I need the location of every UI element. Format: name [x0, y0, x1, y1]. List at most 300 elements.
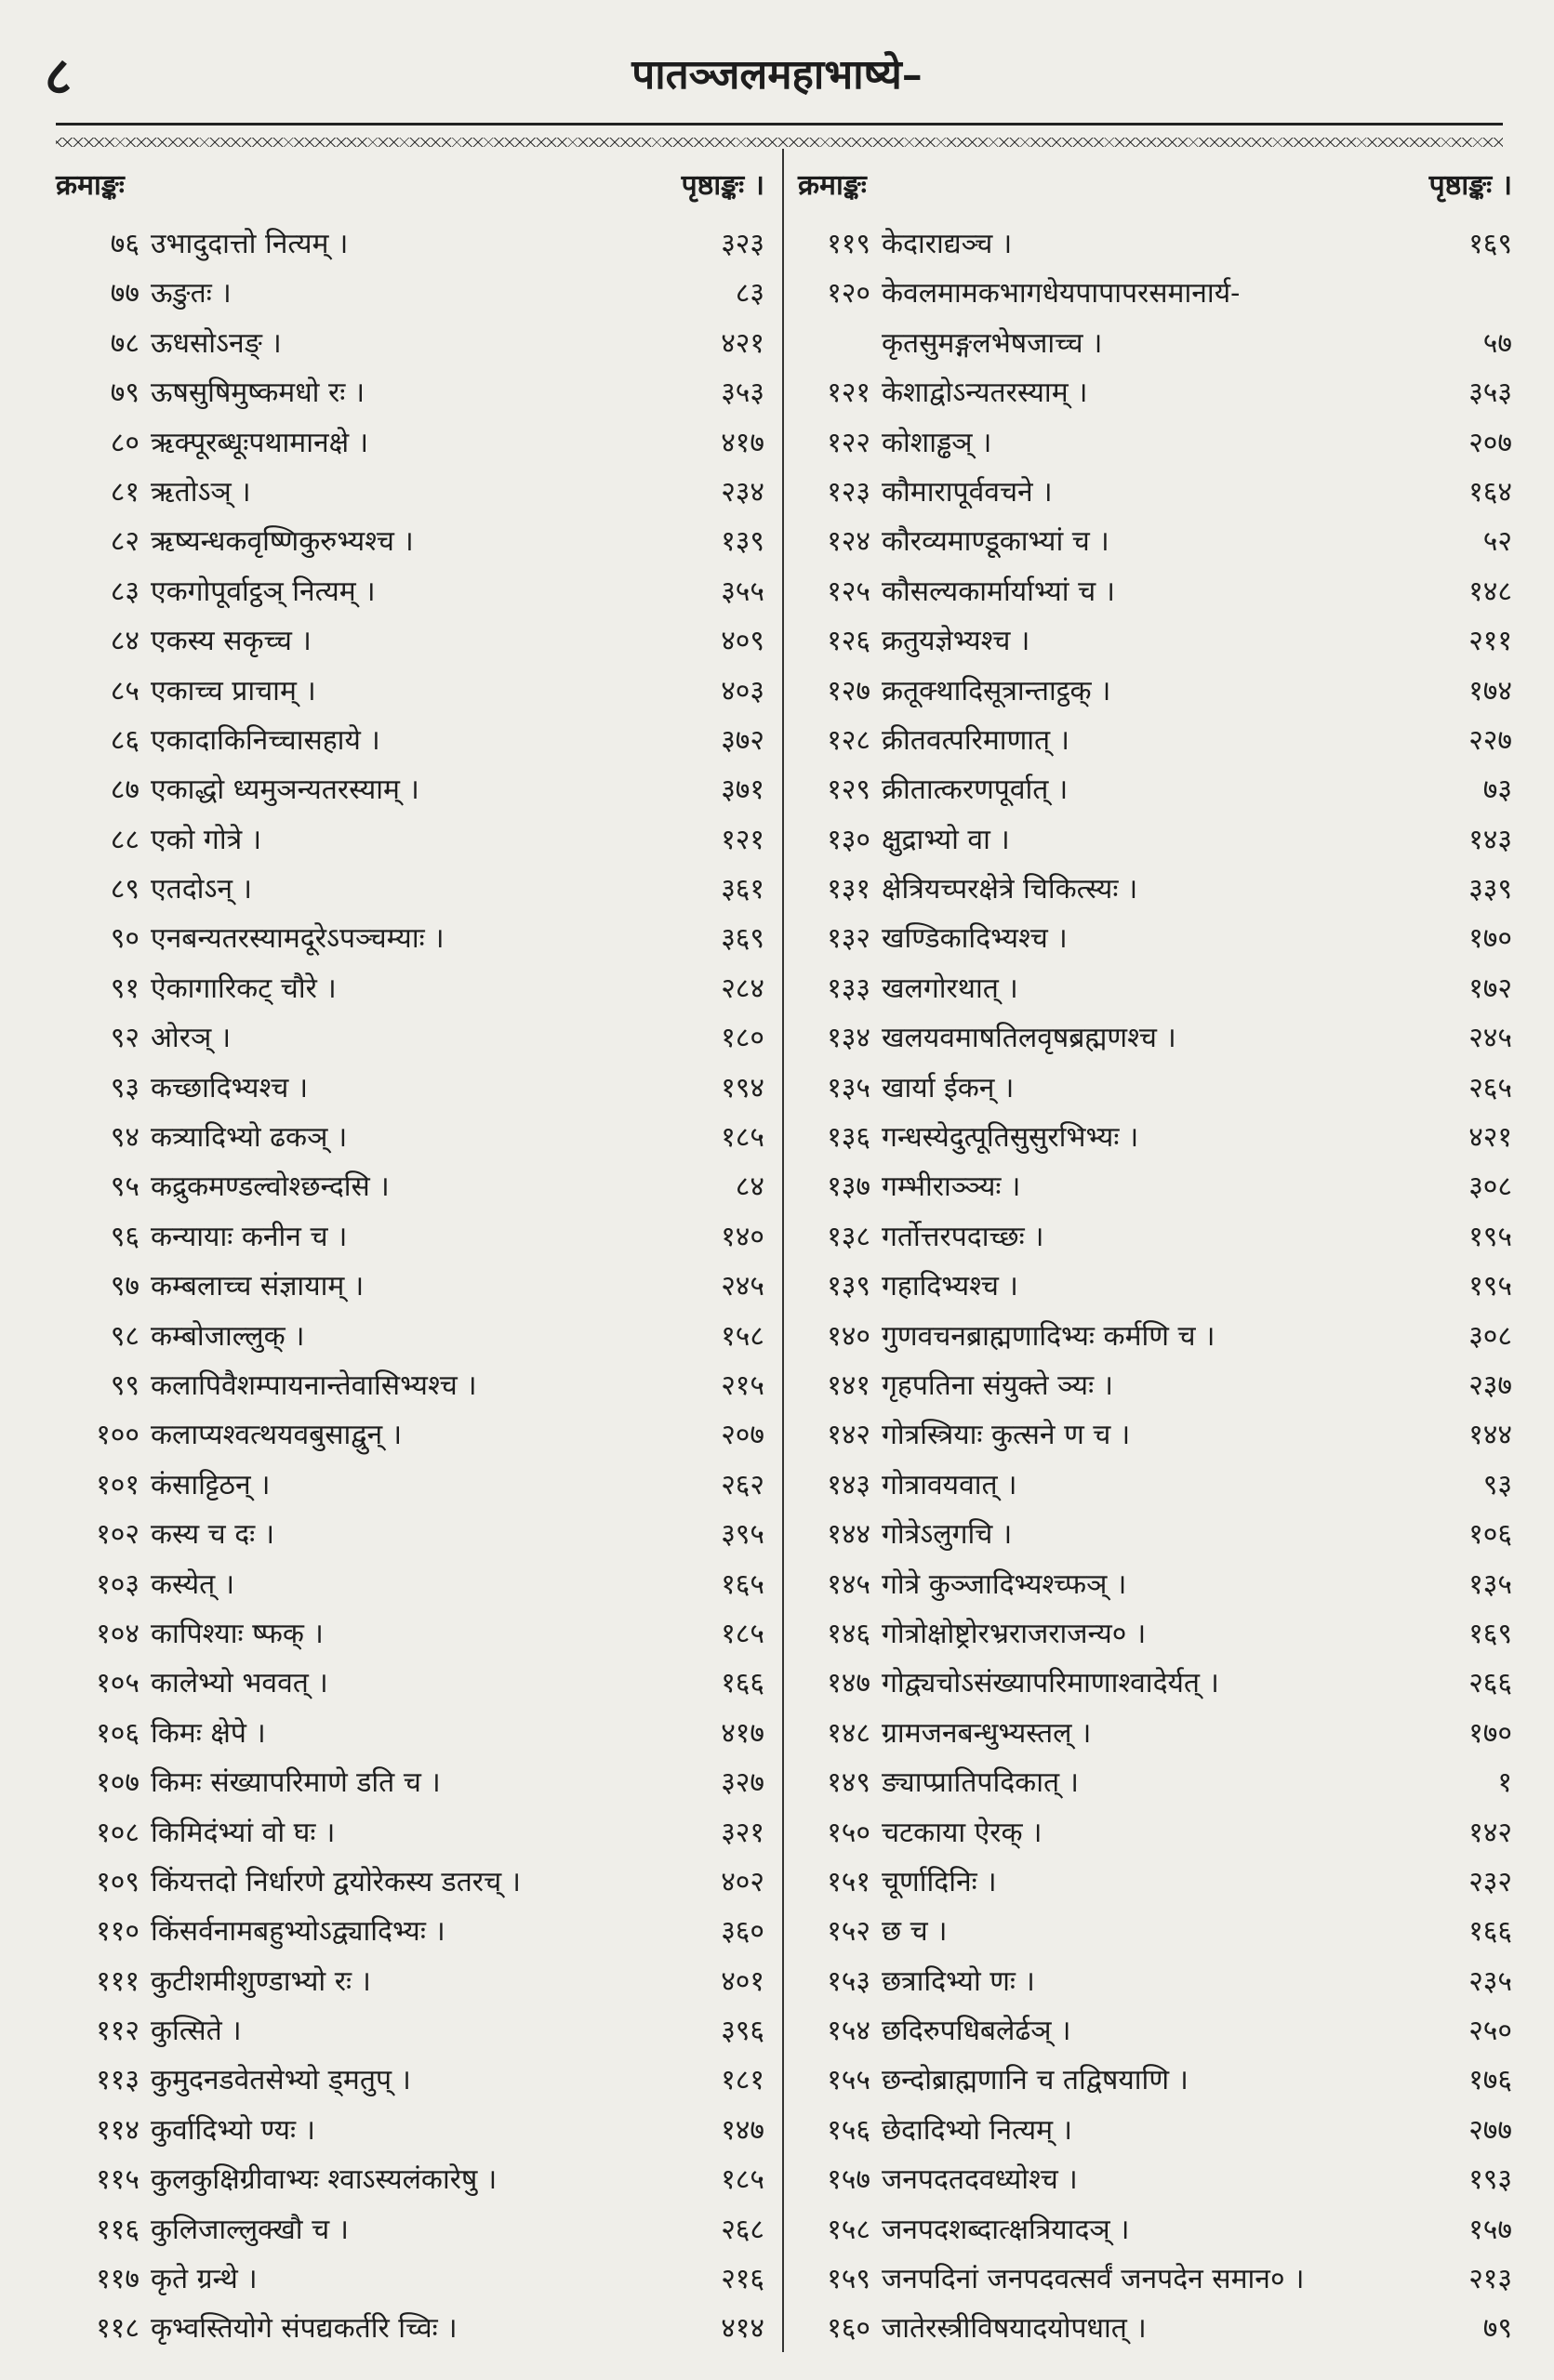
page-reference: २१६ [721, 2263, 764, 2296]
index-entry [56, 815, 764, 865]
page-reference: ३७२ [721, 723, 764, 757]
sutra-text: एकाच्च प्राचाम् । [151, 674, 316, 707]
index-entry [56, 567, 764, 616]
index-entry [798, 1808, 1512, 1858]
index-entry [56, 2155, 764, 2204]
index-entry [56, 616, 764, 666]
entry-number: ११० [96, 1915, 139, 1949]
page-reference: २११ [1468, 625, 1512, 658]
page-reference: १६६ [721, 1667, 764, 1700]
page-reference: १६६ [1468, 1915, 1512, 1949]
index-entry [798, 2254, 1512, 2304]
entry-number: १३४ [827, 1022, 870, 1055]
sutra-text: छेदादिभ्यो नित्यम् । [882, 2113, 1072, 2147]
entry-number: १५७ [827, 2163, 870, 2197]
sutra-text: गोद्व्यचोऽसंख्यापरिमाणाश्वादेर्यत् । [882, 1667, 1219, 1700]
sutra-text: क्रीतवत्परिमाणात् । [882, 723, 1070, 757]
sutra-text: चूर्णादिनिः । [882, 1865, 997, 1898]
index-entry [798, 1312, 1512, 1361]
page-reference: १९३ [1468, 2163, 1512, 2197]
entry-number: ८३ [110, 575, 139, 608]
entry-number: ९१ [110, 972, 139, 1005]
sutra-text: एतदोऽन् । [151, 873, 252, 906]
entry-number: ११२ [96, 2015, 139, 2048]
entry-number: ९७ [110, 1270, 139, 1303]
sutra-text: कलापिवैशम्पायनान्तेवासिभ्यश्च । [151, 1368, 477, 1402]
sutra-text: खलगोरथात् । [882, 972, 1018, 1005]
entry-number: ८२ [110, 525, 139, 559]
entry-number: ९४ [110, 1121, 139, 1155]
sutra-text: छत्रादिभ्यो णः । [882, 1964, 1035, 1998]
page-reference: २२७ [1468, 723, 1512, 757]
sutra-text: ऋक्पूरब्धूःपथामानक्षे । [151, 426, 369, 459]
sutra-text: किमिदंभ्यां वो घः । [151, 1816, 336, 1849]
index-entry [798, 1212, 1512, 1262]
entry-number: १५३ [827, 1964, 870, 1998]
sutra-text: गन्धस्येदुत्पूतिसुसुरभिभ्यः । [882, 1121, 1139, 1155]
index-entry [56, 368, 764, 417]
entry-number: १०३ [96, 1567, 139, 1601]
page-reference: ३६९ [721, 922, 764, 956]
entry-number: १४८ [827, 1716, 870, 1750]
page-reference: १६९ [1468, 228, 1512, 260]
index-entry [798, 1162, 1512, 1211]
entry-number: १४० [827, 1319, 870, 1353]
entry-number: १४१ [827, 1368, 870, 1402]
sutra-text: चटकाया ऐरक् । [882, 1816, 1043, 1849]
index-entry [56, 219, 764, 269]
sutra-text: कौरव्यमाण्डूकाभ्यां च । [882, 525, 1109, 559]
entry-number: १०४ [96, 1617, 139, 1650]
sutra-text: जातेरस्त्रीविषयादयोपधात् । [882, 2312, 1147, 2346]
page-reference: १२१ [721, 823, 764, 856]
page-reference: ३५३ [1468, 377, 1512, 410]
entry-number: १०२ [96, 1518, 139, 1552]
index-entry [798, 2006, 1512, 2056]
page-reference: ३७१ [721, 774, 764, 807]
sutra-text: क्षेत्रियच्परक्षेत्रे चिकित्स्यः । [882, 873, 1138, 906]
page-reference: १८५ [721, 1121, 764, 1155]
sutra-text: कुर्वादिभ्यो ण्यः । [151, 2113, 315, 2147]
sutra-text: एको गोत्रे । [151, 823, 262, 856]
sutra-text: कम्बोजाल्लुक् । [151, 1319, 305, 1353]
column-header [56, 164, 764, 219]
entry-number: १४३ [827, 1468, 870, 1501]
index-entry [798, 1560, 1512, 1609]
entry-number: ९६ [110, 1220, 139, 1253]
running-title: पातञ्जलमहाभाष्ये– [631, 51, 923, 99]
index-entry [798, 2304, 1512, 2353]
index-entry [56, 1758, 764, 1807]
serial-number-heading: क्रमाङ्कः [56, 169, 125, 202]
sutra-text: ग्रामजनबन्धुभ्यस्तल् । [882, 1716, 1092, 1750]
index-entry [56, 865, 764, 914]
index-entry [56, 1212, 764, 1262]
entry-number: ९९ [110, 1368, 139, 1402]
entry-number: १५९ [827, 2263, 870, 2296]
page-reference: ४२१ [1468, 1121, 1512, 1155]
entry-number: ९५ [110, 1170, 139, 1204]
page-reference: १७४ [1468, 674, 1512, 707]
sutra-text: कुमुदनडवेतसेभ्यो ड्मतुप् । [151, 2064, 411, 2097]
entry-number: १४४ [827, 1518, 870, 1552]
index-entry [56, 2056, 764, 2105]
entry-number: १५५ [827, 2064, 870, 2097]
page-reference: १६९ [1468, 1617, 1512, 1650]
sutra-text: कन्यायाः कनीन च । [151, 1220, 348, 1253]
entry-number: १२१ [827, 377, 870, 410]
sutra-text: किमः संख्यापरिमाणे डति च । [151, 1766, 441, 1800]
index-entry [56, 1064, 764, 1113]
entry-number: ८६ [110, 723, 139, 757]
sutra-text: गुणवचनब्राह्मणादिभ्यः कर्मणि च । [882, 1319, 1215, 1353]
page-number: ८ [45, 46, 73, 107]
entry-number: १२३ [827, 475, 870, 509]
entry-number: १२६ [827, 625, 870, 658]
entry-number: १२२ [827, 426, 870, 459]
page-reference: ३२७ [721, 1766, 764, 1800]
page-reference: २३७ [1468, 1368, 1512, 1402]
entry-number: ७८ [110, 326, 139, 360]
index-entry [798, 1709, 1512, 1758]
sutra-text: क्रतुयज्ञेभ्यश्च । [882, 625, 1030, 658]
entry-number: ११८ [96, 2312, 139, 2346]
page-reference: ३०८ [1468, 1170, 1512, 1204]
entry-number: १५६ [827, 2113, 870, 2147]
entry-number: ११९ [827, 228, 870, 260]
index-entry [798, 219, 1512, 269]
sutra-text: ङ्याप्प्रातिपदिकात् । [882, 1766, 1079, 1800]
sutra-text: किमः क्षेपे । [151, 1716, 266, 1750]
index-entry [56, 716, 764, 765]
entry-number: १३० [827, 823, 870, 856]
entry-number: १३५ [827, 1071, 870, 1104]
sutra-text: जनपदशब्दात्क्षत्रियादञ् । [882, 2213, 1130, 2246]
entry-number: ११७ [96, 2263, 139, 2296]
page-reference: ३२३ [721, 228, 764, 260]
entry-number: १२७ [827, 674, 870, 707]
index-entry [56, 319, 764, 368]
entry-number: ७६ [110, 228, 139, 260]
entry-number: १०६ [96, 1716, 139, 1750]
sutra-text: एकादाकिनिच्चासहाये । [151, 723, 380, 757]
sutra-text: गम्भीराञ्ञ्यः । [882, 1170, 1021, 1204]
page-reference: २६८ [721, 2213, 764, 2246]
entry-number: १०८ [96, 1816, 139, 1849]
index-entry [56, 269, 764, 318]
entry-number: १०९ [96, 1865, 139, 1898]
page-reference: २४५ [721, 1270, 764, 1303]
index-entry [56, 2254, 764, 2304]
index-rows-left [56, 219, 764, 2354]
index-entry [798, 964, 1512, 1013]
sutra-text: कलाप्यश्वत्थयवबुसाद्वुन् । [151, 1419, 403, 1452]
index-entry [56, 517, 764, 566]
page-reference: २६५ [1468, 1071, 1512, 1104]
page-reference: ३६१ [721, 873, 764, 906]
sutra-text: जनपदिनां जनपदवत्सर्वं जनपदेन समान० । [882, 2263, 1305, 2296]
entry-number: १३१ [827, 873, 870, 906]
index-entry [798, 269, 1512, 318]
index-entry [56, 2106, 764, 2155]
entry-number: ११३ [96, 2064, 139, 2097]
page-reference: १६४ [1468, 475, 1512, 509]
index-entry [798, 567, 1512, 616]
page-reference: ८४ [735, 1170, 764, 1204]
page-reference: ४१४ [721, 2312, 764, 2346]
sutra-text: ऐकागारिकट् चौरे । [151, 972, 337, 1005]
sutra-text: गोत्रावयवात् । [882, 1468, 1017, 1501]
index-entry [56, 1013, 764, 1063]
sutra-text: एनबन्यतरस्यामदूरेऽपञ्चम्याः । [151, 922, 445, 956]
page-reference: ४०३ [721, 674, 764, 707]
index-entry [56, 2304, 764, 2353]
index-entry [56, 964, 764, 1013]
sutra-text: ऊधसोऽनङ् । [151, 326, 282, 360]
sutra-text: कस्येत् । [151, 1567, 235, 1601]
sutra-text: छदिरुपधिबलेर्ढञ् । [882, 2015, 1071, 2048]
index-entry [56, 1609, 764, 1659]
sutra-text: एकस्य सकृच्च । [151, 625, 312, 658]
sutra-text: कम्बलाच्च संज्ञायाम् । [151, 1270, 365, 1303]
index-entry [798, 1361, 1512, 1410]
index-entry [798, 765, 1512, 814]
page-reference: ४२१ [721, 326, 764, 360]
index-entry [798, 1113, 1512, 1162]
page-reference: ३०८ [1468, 1319, 1512, 1353]
page-reference: १८५ [721, 2163, 764, 2197]
index-entry [798, 319, 1512, 368]
column-divider [782, 149, 784, 2352]
index-entry [798, 914, 1512, 963]
sutra-text: छन्दोब्राह्मणानि च तद्विषयाणि । [882, 2064, 1189, 2097]
sutra-text: ऋष्यन्धकवृष्णिकुरुभ्यश्च । [151, 525, 414, 559]
index-entry [798, 2106, 1512, 2155]
sutra-text: कस्य च दः । [151, 1518, 275, 1552]
entry-number: ७९ [110, 377, 139, 410]
index-entry [798, 1907, 1512, 1956]
index-entry [798, 1510, 1512, 1559]
page-reference: १८० [721, 1022, 764, 1055]
entry-number: १०१ [96, 1468, 139, 1501]
index-entry [798, 468, 1512, 517]
header-rule [56, 123, 1503, 126]
page-reference: ४०९ [721, 625, 764, 658]
entry-number: १५२ [827, 1915, 870, 1949]
index-entry [56, 1560, 764, 1609]
index-entry [798, 1013, 1512, 1063]
index-entry [56, 1162, 764, 1211]
page-reference: १७० [1468, 1716, 1512, 1750]
sutra-text: एकाद्धो ध्यमुञन्यतरस्याम् । [151, 774, 419, 807]
page-reference: ४१७ [721, 1716, 764, 1750]
entry-number: १३३ [827, 972, 870, 1005]
page-reference: १९४ [721, 1071, 764, 1104]
index-entry [56, 1361, 764, 1410]
sutra-text: ऊङुतः । [151, 277, 232, 311]
entry-number: ९२ [110, 1022, 139, 1055]
index-entry [56, 1262, 764, 1311]
page-reference: १८५ [721, 1617, 764, 1650]
sutra-text: ओरञ् । [151, 1022, 232, 1055]
entry-number: ८५ [110, 674, 139, 707]
index-entry [56, 1907, 764, 1956]
entry-number: ७७ [110, 277, 139, 311]
entry-number: ९० [110, 922, 139, 956]
sutra-text: खण्डिकादिभ्यश्च । [882, 922, 1068, 956]
page-reference: २४५ [1468, 1022, 1512, 1055]
sutra-text: क्षुद्राभ्यो वा । [882, 823, 1010, 856]
page-reference: ५७ [1482, 326, 1512, 360]
entry-number: १२० [827, 277, 870, 311]
entry-number: १३७ [827, 1170, 870, 1204]
index-entry [798, 368, 1512, 417]
entry-number: १५४ [827, 2015, 870, 2048]
entry-number: १११ [96, 1964, 139, 1998]
entry-number: १४९ [827, 1766, 870, 1800]
index-column-left [56, 164, 764, 2354]
sutra-text: किंयत्तदो निर्धारणे द्वयोरेकस्य डतरच् । [151, 1865, 522, 1898]
sutra-text: गोत्रोक्षोष्ट्रोरभ्रराजराजन्य० । [882, 1617, 1147, 1650]
entry-number: ८७ [110, 774, 139, 807]
sutra-text: कुटीशमीशुण्डाभ्यो रः । [151, 1964, 371, 1998]
sutra-text: केवलमामकभागधेयपापापरसमानार्य- [882, 277, 1241, 311]
page-reference: ७९ [1482, 2312, 1512, 2346]
index-column-right [798, 164, 1512, 2354]
page-reference: १४२ [1468, 1816, 1512, 1849]
entry-number: १०७ [96, 1766, 139, 1800]
index-entry [798, 815, 1512, 865]
index-entry [798, 517, 1512, 566]
entry-number: १३८ [827, 1220, 870, 1253]
index-entry [798, 1410, 1512, 1460]
page-reference: ३३९ [1468, 873, 1512, 906]
page-reference: १ [1497, 1766, 1512, 1800]
entry-number: ८८ [110, 823, 139, 856]
page-reference: २८४ [721, 972, 764, 1005]
entry-number: १६० [827, 2312, 870, 2346]
sutra-text: कालेभ्यो भववत् । [151, 1667, 328, 1700]
page-reference: २०७ [1468, 426, 1512, 459]
sutra-text: गोत्रेऽलुगचि । [882, 1518, 1013, 1552]
entry-number: १४६ [827, 1617, 870, 1650]
entry-number: ८४ [110, 625, 139, 658]
page-number-heading: पृष्ठाङ्कः । [681, 169, 764, 202]
index-rows-right [798, 219, 1512, 2354]
page-reference: १४७ [721, 2113, 764, 2147]
sutra-text: कुलिजाल्लुक्खौ च । [151, 2213, 350, 2246]
index-entry [798, 1659, 1512, 1708]
page-reference: १६५ [721, 1567, 764, 1601]
page-reference: ४०१ [721, 1964, 764, 1998]
page-reference: १८१ [721, 2064, 764, 2097]
page-reference: १७६ [1468, 2064, 1512, 2097]
entry-number: १४२ [827, 1419, 870, 1452]
index-entry [798, 418, 1512, 468]
page-reference: १७० [1468, 922, 1512, 956]
entry-number: १४७ [827, 1667, 870, 1700]
sutra-text: गोत्रस्त्रियाः कुत्सने ण च । [882, 1419, 1131, 1452]
page-reference: २३४ [721, 475, 764, 509]
page-reference: ३९६ [721, 2015, 764, 2048]
entry-number: १२५ [827, 575, 870, 608]
sutra-text: ऋतोऽञ् । [151, 475, 251, 509]
sutra-text: कृतसुमङ्गलभेषजाच्च । [882, 326, 1103, 360]
sutra-text: कंसाट्टिठन् । [151, 1468, 271, 1501]
entry-number: ९३ [110, 1071, 139, 1104]
entry-number: १५८ [827, 2213, 870, 2246]
entry-number: १२४ [827, 525, 870, 559]
page-reference: १५७ [1468, 2213, 1512, 2246]
index-entry [56, 1957, 764, 2006]
index-entry [56, 914, 764, 963]
sutra-text: कत्र्यादिभ्यो ढकञ् । [151, 1121, 348, 1155]
sutra-text: कद्रुकमण्डल्वोश्छन्दसि । [151, 1170, 390, 1204]
sutra-text: कृते ग्रन्थे । [151, 2263, 258, 2296]
page-reference: २६६ [1468, 1667, 1512, 1700]
page-reference: १३९ [721, 525, 764, 559]
page-reference: १५८ [721, 1319, 764, 1353]
sutra-text: गर्तोत्तरपदाच्छः । [882, 1220, 1044, 1253]
page-reference: १४३ [1468, 823, 1512, 856]
index-entry [56, 1858, 764, 1907]
sutra-text: केदाराद्यञ्च । [882, 228, 1013, 260]
entry-number: १४५ [827, 1567, 870, 1601]
entry-number: ८० [110, 426, 139, 459]
entry-number: १०० [96, 1419, 139, 1452]
sutra-text: कौमारापूर्ववचने । [882, 475, 1053, 509]
sutra-text: क्रतूक्थादिसूत्रान्ताट्ठक् । [882, 674, 1111, 707]
sutra-text: खार्या ईकन् । [882, 1071, 1015, 1104]
sutra-text: कृभ्वस्तियोगे संपद्यकर्तरि च्विः । [151, 2312, 458, 2346]
page-reference: ४०२ [721, 1865, 764, 1898]
entry-number: १०५ [96, 1667, 139, 1700]
sutra-text: खलयवमाषतिलवृषब्रह्मणश्च । [882, 1022, 1176, 1055]
index-entry [56, 1410, 764, 1460]
index-entry [56, 468, 764, 517]
index-entry [798, 1262, 1512, 1311]
index-entry [798, 1609, 1512, 1659]
sutra-text: कच्छादिभ्यश्च । [151, 1071, 309, 1104]
index-entry [56, 1808, 764, 1858]
index-entry [798, 865, 1512, 914]
sutra-text: किंसर्वनामबहुभ्योऽद्व्यादिभ्यः । [151, 1915, 445, 1949]
entry-number: १५० [827, 1816, 870, 1849]
entry-number: ८१ [110, 475, 139, 509]
sutra-text: कुत्सिते । [151, 2015, 242, 2048]
index-entry [798, 1064, 1512, 1113]
page-reference: २६२ [721, 1468, 764, 1501]
page-reference: १०६ [1468, 1518, 1512, 1552]
page-reference: १९५ [1468, 1270, 1512, 1303]
entry-number: १२८ [827, 723, 870, 757]
entry-number: १५१ [827, 1865, 870, 1898]
column-header [798, 164, 1512, 219]
index-entry [798, 1461, 1512, 1510]
index-entry [798, 1858, 1512, 1907]
page-reference: ४१७ [721, 426, 764, 459]
index-entry [798, 667, 1512, 716]
index-entry [56, 1312, 764, 1361]
index-entry [798, 616, 1512, 666]
sutra-text: कापिश्याः ष्फक् । [151, 1617, 324, 1650]
sutra-text: गोत्रे कुञ्जादिभ्यश्च्फञ् । [882, 1567, 1127, 1601]
index-entry [56, 667, 764, 716]
index-entry [56, 1461, 764, 1510]
page-reference: १४४ [1468, 1419, 1512, 1452]
page-reference: १७२ [1468, 972, 1512, 1005]
page-reference: १९५ [1468, 1220, 1512, 1253]
